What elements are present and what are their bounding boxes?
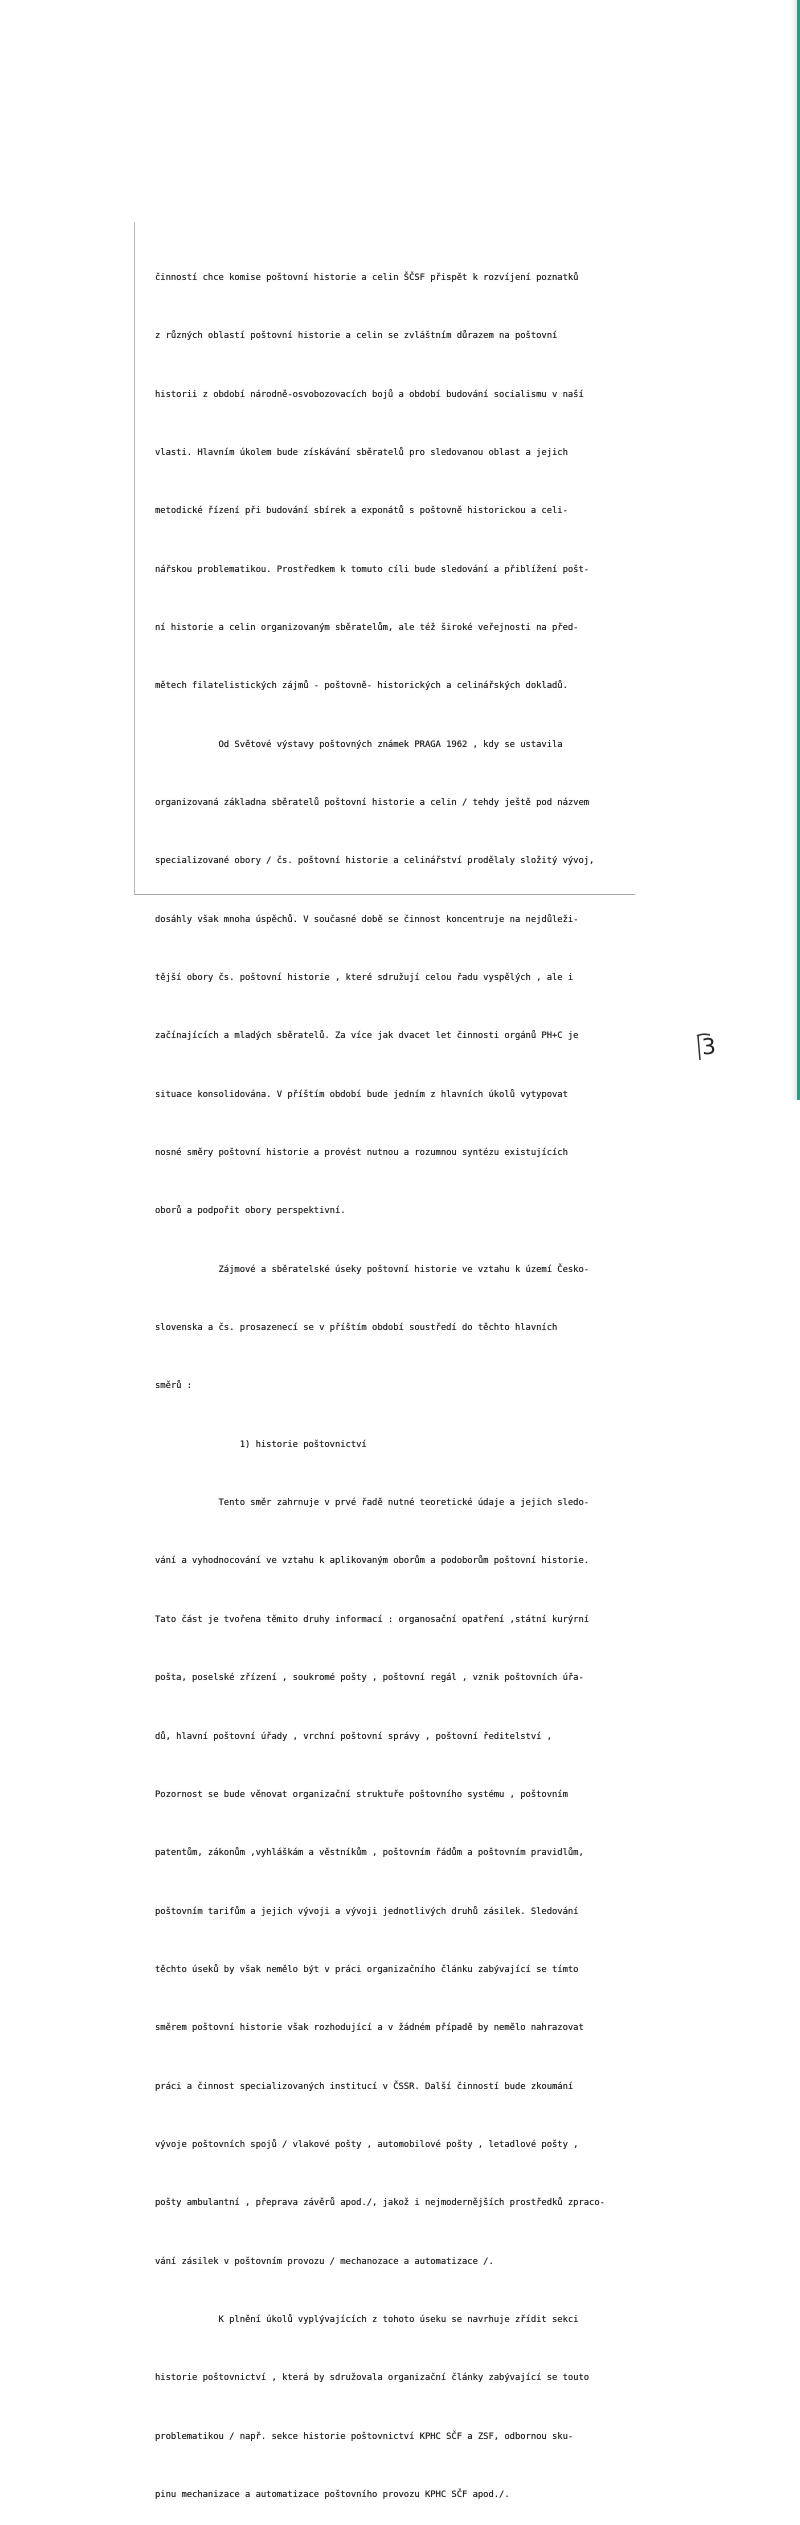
text-line: pinu mechanizace a automatizace poštovního provozu KPHC SČF apod./. bbox=[155, 2489, 510, 2500]
text-line: metodické řízení při budování sbírek a exponátů s poštovně historickou a celi- bbox=[155, 506, 568, 517]
text-line: mětech filatelistických zájmů - poštovně- historických a celinářských dokladů. bbox=[155, 681, 568, 692]
text-line: tější obory čs. poštovní historie , které sdružují celou řadu vyspělých , ale i bbox=[155, 973, 574, 984]
text-line: poštovním tarifům a jejich vývoji a vývoji jednotlivých druhů zásilek. Sledování bbox=[155, 1906, 579, 1917]
text-line: problematikou / např. sekce historie poštovnictví KPHC SČF a ZSF, odbornou sku- bbox=[155, 2431, 574, 2442]
text-line: situace konsolidována. V příštím období bude jedním z hlavních úkolů vytypovat bbox=[155, 1089, 568, 1100]
text-line: vání a vyhodnocování ve vztahu k aplikovaným oborům a podoborům poštovní historie. bbox=[155, 1556, 590, 1567]
text-line: těchto úseků by však nemělo být v práci organizačního článku zabývající se tímto bbox=[155, 1964, 579, 1975]
typewritten-text-body bbox=[155, 230, 630, 2525]
text-line: pošta, poselské zřízení , soukromé pošty , poštovní regál , vznik poštovních úřa- bbox=[155, 1673, 584, 1684]
text-line: směrem poštovní historie však rozhodující a v žádném případě by nemělo nahrazovat bbox=[155, 2023, 584, 2034]
text-line: dů, hlavní poštovní úřady , vrchní poštovní správy , poštovní ředitelství , bbox=[155, 1731, 552, 1742]
handwritten-page-number bbox=[693, 1030, 723, 1066]
text-line: z různých oblastí poštovní historie a celin se zvláštním důrazem na poštovní bbox=[155, 331, 558, 342]
text-line: vlasti. Hlavním úkolem bude získávání sběratelů pro sledovanou oblast a jejich bbox=[155, 447, 568, 458]
text-line: Pozornost se bude věnovat organizační struktuře poštovního systému , poštovním bbox=[155, 1789, 568, 1800]
section-heading-line: 1) historie poštovnictví bbox=[155, 1439, 367, 1450]
text-line: vání zásilek v poštovním provozu / mechanozace a automatizace /. bbox=[155, 2256, 494, 2267]
text-line: oborů a podpořit obory perspektivní. bbox=[155, 1206, 346, 1217]
text-line: začínajících a mladých sběratelů. Za více jak dvacet let činnosti orgánů PH+C je bbox=[155, 1031, 579, 1042]
text-line: organizovaná základna sběratelů poštovní historie a celin / tehdy ještě pod názvem bbox=[155, 798, 590, 808]
text-line: Tento směr zahrnuje v prvé řadě nutné teoretické údaje a jejich sledo- bbox=[155, 1498, 590, 1509]
text-line: Od Světové výstavy poštovných známek PRAGA 1962 , kdy se ustavila bbox=[155, 739, 563, 750]
text-line: K plnění úkolů vyplývajících z tohoto úseku se navrhuje zřídit sekci bbox=[155, 2314, 579, 2325]
text-line: nosné směry poštovní historie a provést nutnou a rozumnou syntézu existujících bbox=[155, 1148, 568, 1159]
text-line: směrů : bbox=[155, 1381, 193, 1392]
text-line: patentům, zákonům ,vyhláškám a věstníkům , poštovním řádům a poštovním pravidlům, bbox=[155, 1848, 584, 1859]
text-line: pošty ambulantní , přeprava závěrů apod./, jakož i nejmodernějších prostředků zpraco- bbox=[155, 2198, 605, 2209]
text-line: dosáhly však mnoha úspěchů. V současné době se činnost koncentruje na nejdůleži- bbox=[155, 914, 579, 925]
text-line: specializované obory / čs. poštovní historie a celinářství prodělaly složitý vývoj, bbox=[155, 856, 595, 867]
text-line: vývoje poštovních spojů / vlakové pošty , automobilové pošty , letadlové pošty , bbox=[155, 2139, 579, 2150]
page-number-text: 3 bbox=[701, 1034, 717, 1061]
text-line: historie poštovnictví , která by sdružovala organizační články zabývající se touto bbox=[155, 2373, 590, 2384]
text-line: nářskou problematikou. Prostředkem k tomuto cíli bude sledování a přiblížení pošt- bbox=[155, 564, 590, 575]
text-line: práci a činnost specializovaných institucí v ČSSR. Další činností bude zkoumání bbox=[155, 2081, 574, 2092]
text-line: Zájmové a sběratelské úseky poštovní historie ve vztahu k území Česko- bbox=[155, 1264, 590, 1275]
text-line: činností chce komise poštovní historie a celin ŠČSF přispět k rozvíjení poznatků bbox=[155, 272, 579, 283]
text-line: Tato část je tvořena těmito druhy informací : organosační opatření ,státní kurýrní bbox=[155, 1614, 590, 1625]
text-line: historii z období národně-osvobozovacích bojů a období budování socialismu v naší bbox=[155, 389, 584, 400]
text-line: ní historie a celin organizovaným sběratelům, ale též široké veřejnosti na před- bbox=[155, 622, 579, 633]
text-line: slovenska a čs. prosazenecí se v příštím období soustředí do těchto hlavních bbox=[155, 1323, 558, 1334]
